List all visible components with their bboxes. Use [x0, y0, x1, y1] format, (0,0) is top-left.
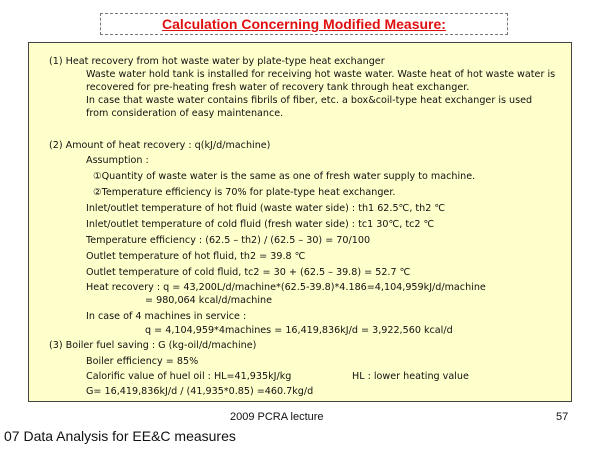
title-box: [100, 13, 508, 35]
fuel-saving-result: G= 16,419,836kJ/d / (41,935*0.85) =460.7kg/d: [86, 386, 314, 397]
heat-recovery-kcal: = 980,064 kcal/d/machine: [145, 295, 272, 306]
section1-line-3: In case that waste water contains fibrils of fiber, etc. a box&coil-type heat exchanger is used: [86, 95, 533, 106]
footer-lecture: 2009 PCRA lecture: [230, 411, 324, 423]
heat-recovery-formula: Heat recovery : q = 43,200L/d/machine*(62.5-39.8)*4.186=4,104,959kJ/d/machine: [86, 282, 486, 293]
assumption-1: ①Quantity of waste water is the same as one of fresh water supply to machine.: [93, 171, 476, 182]
section1-heading: (1) Heat recovery from hot waste water by plate-type heat exchanger: [49, 56, 385, 67]
temperature-efficiency: Temperature efficiency : (62.5 – th2) / (62.5 – 30) = 70/100: [86, 235, 371, 246]
section2-heading: (2) Amount of heat recovery : q(kJ/d/machine): [49, 140, 271, 151]
calorific-value: Calorific value of huel oil : HL=41,935kJ/kg: [86, 371, 292, 382]
hot-fluid-outlet: Outlet temperature of hot fluid, th2 = 39.8 ℃: [86, 251, 306, 262]
hot-fluid-temperature: Inlet/outlet temperature of hot fluid (waste water side) : th1 62.5℃, th2 ℃: [86, 203, 446, 214]
section1-line-4: from consideration of easy maintenance.: [86, 108, 284, 119]
four-machines-label: In case of 4 machines in service :: [86, 311, 247, 322]
section1-line-2: recovered for pre-heating fresh water of recovery tank through heat exchanger.: [86, 82, 470, 93]
footer-caption: 07 Data Analysis for EE&C measures: [4, 428, 236, 444]
cold-fluid-temperature: Inlet/outlet temperature of cold fluid (fresh water side) : tc1 30℃, tc2 ℃: [86, 219, 435, 230]
content-panel: [28, 42, 572, 402]
cold-fluid-outlet: Outlet temperature of cold fluid, tc2 = 30 + (62.5 – 39.8) = 52.7 ℃: [86, 267, 411, 278]
section1-line-1: Waste water hold tank is installed for receiving hot waste water. Waste heat of hot waste water is: [86, 69, 556, 80]
boiler-efficiency: Boiler efficiency = 85%: [86, 356, 199, 367]
four-machines-total: q = 4,104,959*4machines = 16,419,836kJ/d = 3,922,560 kcal/d: [145, 325, 453, 336]
slide-title: Calculation Concerning Modified Measure:: [162, 16, 446, 32]
assumption-2: ②Temperature efficiency is 70% for plate-type heat exchanger.: [93, 187, 396, 198]
page-number: 57: [556, 411, 569, 423]
hl-note: HL : lower heating value: [352, 371, 469, 382]
section3-heading: (3) Boiler fuel saving : G (kg-oil/d/machine): [49, 340, 257, 351]
assumption-label: Assumption :: [86, 155, 149, 166]
